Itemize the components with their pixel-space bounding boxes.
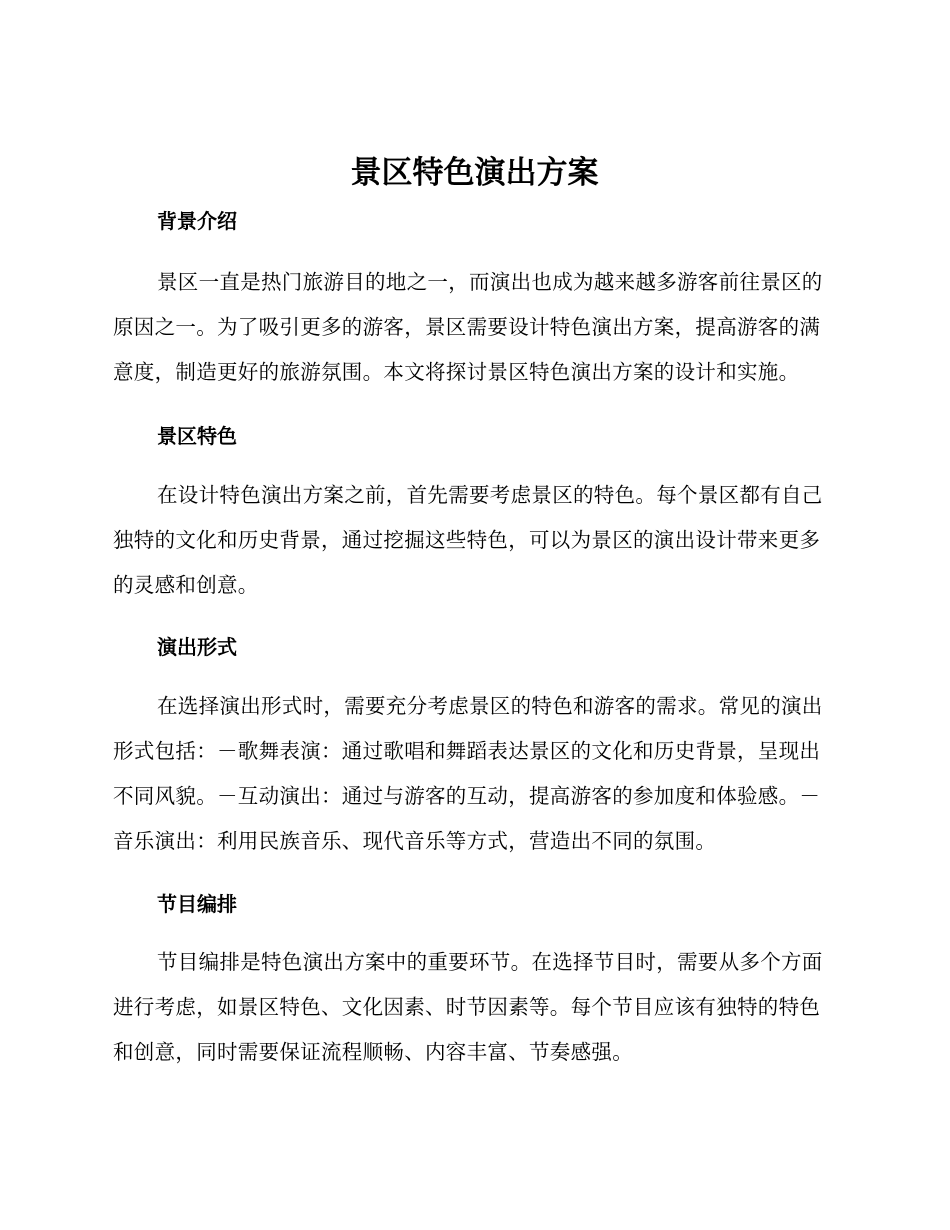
section-body-background: 景区一直是热门旅游目的地之一，而演出也成为越来越多游客前往景区的原因之一。为了吸引更多的游客，景区需要设计特色演出方案，提高游客的满意度，制造更好的旅游氛围。本文将探讨景区特色演出方案的设计和实施。: [113, 270, 823, 384]
section-body-scenic-features: 在设计特色演出方案之前，首先需要考虑景区的特色。每个景区都有自己独特的文化和历史背景，通过挖掘这些特色，可以为景区的演出设计带来更多的灵感和创意。: [113, 483, 823, 597]
section-heading-background: 背景介绍: [157, 209, 237, 233]
document-title: 景区特色演出方案: [350, 155, 599, 191]
section-body-performance-forms: 在选择演出形式时，需要充分考虑景区的特色和游客的需求。常见的演出形式包括：－歌舞表演：通过歌唱和舞蹈表达景区的文化和历史背景，呈现出不同风貌。－互动演出：通过与游客的互动，提高游客的参加度和体验感。－音乐演出：利用民族音乐、现代音乐等方式，营造出不同的氛围。: [113, 694, 823, 853]
section-heading-performance-forms: 演出形式: [157, 635, 237, 659]
section-heading-program-arrangement: 节目编排: [157, 892, 237, 916]
section-heading-scenic-features: 景区特色: [157, 424, 237, 448]
section-body-program-arrangement: 节目编排是特色演出方案中的重要环节。在选择节目时，需要从多个方面进行考虑，如景区特色、文化因素、时节因素等。每个节目应该有独特的特色和创意，同时需要保证流程顺畅、内容丰富、节奏感强。: [113, 950, 823, 1064]
